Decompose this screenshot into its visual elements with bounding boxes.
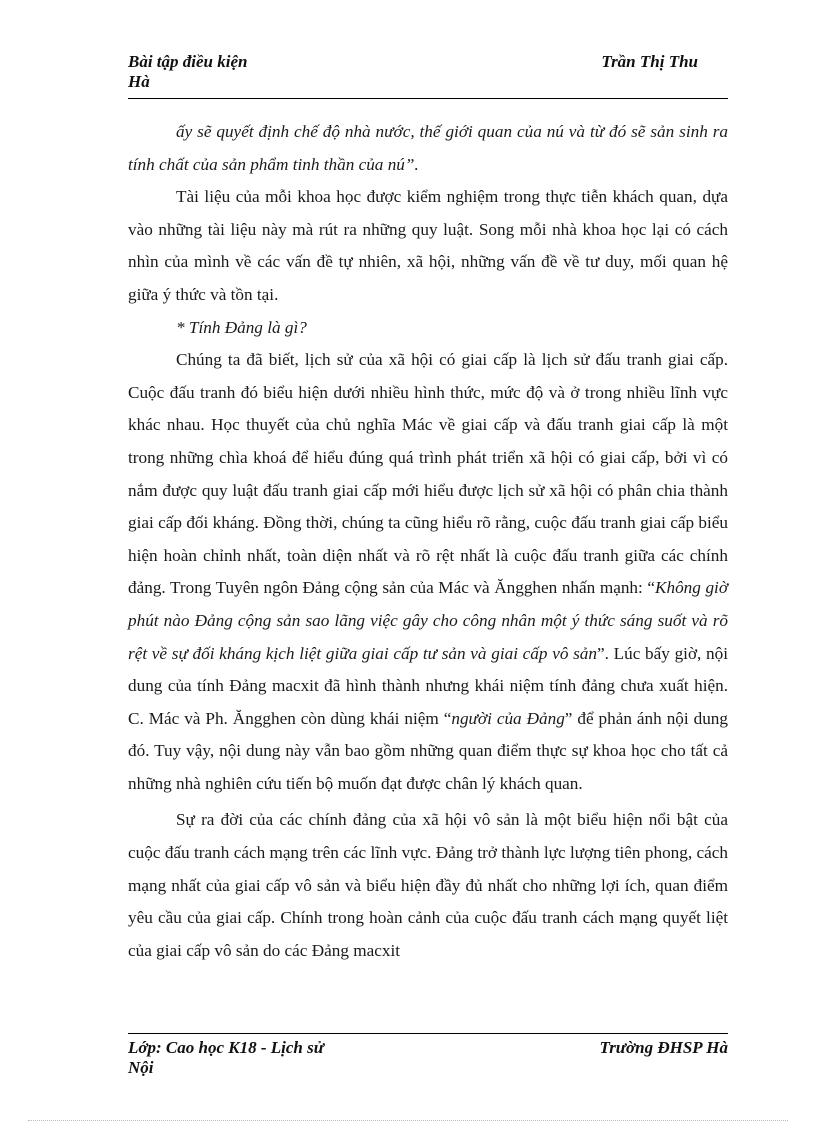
header-left — [128, 52, 308, 92]
paragraph-3-text-c: ” để phản ánh nội dung đó. Tuy vậy, nội dung này vẫn bao gồm những quan điểm thực sự khoa học cho tất cả những nhà nghiên cứu tiến bộ muốn đạt được chân lý khách quan. — [128, 708, 728, 793]
paragraph-3-text-a: Chúng ta đã biết, lịch sử của xã hội có giai cấp là lịch sử đấu tranh giai cấp. Cuộc đấu tranh đó biểu hiện dưới nhiều hình thức, mức độ và ở trong nhiều lĩnh vực khác nhau. Học thuyết của chủ nghĩa Mác về giai cấp và đấu tranh giai cấp là một trong những chìa khoá để hiểu đúng quá trình phát triển xã hội có giai cấp, bởi vì có nắm được quy luật đấu tranh giai cấp mới hiểu được lịch sử xã hội có phân chia thành giai cấp đối kháng. Đồng thời, chúng ta cũng hiểu rõ rằng, cuộc đấu tranh giai cấp biểu hiện hoàn chỉnh nhất, toàn diện nhất và rõ rệt nhất là cuộc đấu tranh giữa các chính đảng. Trong Tuyên ngôn Đảng cộng sản của Mác và Ăngghen nhấn mạnh: “ — [128, 350, 728, 598]
section-question: * Tính Đảng là gì? — [176, 317, 307, 337]
header-title-line1: Bài tập điều kiện — [128, 52, 248, 71]
footer-class-line2: Nội — [128, 1058, 154, 1077]
footer-class-line1: Lớp: Cao học K18 - Lịch sử — [128, 1038, 324, 1057]
footer-school: Trường ĐHSP Hà — [599, 1038, 728, 1057]
document-body — [128, 116, 728, 967]
quote-manifesto: Không giờ phút nào Đảng cộng sản sao lãng việc gây cho công nhân một ý thức sáng suốt và rõ rệt về sự đối kháng kịch liệt giữa giai cấp tư sản và giai cấp vô sản — [128, 578, 728, 663]
paragraph-1: ấy sẽ quyết định chế độ nhà nước, thế giới quan của nú và từ đó sẽ sản sinh ra tính chất của sản phẩm tinh thần của nú”. — [128, 122, 728, 174]
paragraph-3-text-b: ”. Lúc bấy giờ, nội dung của tính Đảng macxit đã hình thành nhưng khái niệm tính đảng chưa xuất hiện. C. Mác và Ph. Ăngghen còn dùng khái niệm “ — [128, 643, 728, 728]
page-break-line — [28, 1120, 788, 1121]
page-header — [128, 52, 728, 99]
footer-left — [128, 1038, 368, 1078]
header-author: Trần Thị Thu — [601, 52, 698, 71]
paragraph-3 — [128, 344, 728, 800]
paragraph-2: Tài liệu của mỗi khoa học được kiểm nghiệm trong thực tiễn khách quan, dựa vào những tài liệu này mà rút ra những quy luật. Song mỗi nhà khoa học lại có cách nhìn của mình về các vấn đề tự nhiên, xã hội, những vấn đề về tư duy, mối quan hệ giữa ý thức và tồn tại. — [128, 187, 728, 304]
page-footer — [128, 1033, 728, 1084]
header-title-line2: Hà — [128, 72, 150, 91]
quote-term: người của Đảng — [451, 708, 565, 728]
paragraph-4: Sự ra đời của các chính đảng của xã hội vô sản là một biểu hiện nổi bật của cuộc đấu tranh cách mạng trên các lĩnh vực. Đảng trở thành lực lượng tiên phong, cách mạng nhất của giai cấp vô sản và biểu hiện đầy đủ nhất cho những lợi ích, quan điểm yêu cầu của giai cấp. Chính trong hoàn cảnh của cuộc đấu tranh cách mạng quyết liệt của giai cấp vô sản do các Đảng macxit — [128, 810, 728, 960]
